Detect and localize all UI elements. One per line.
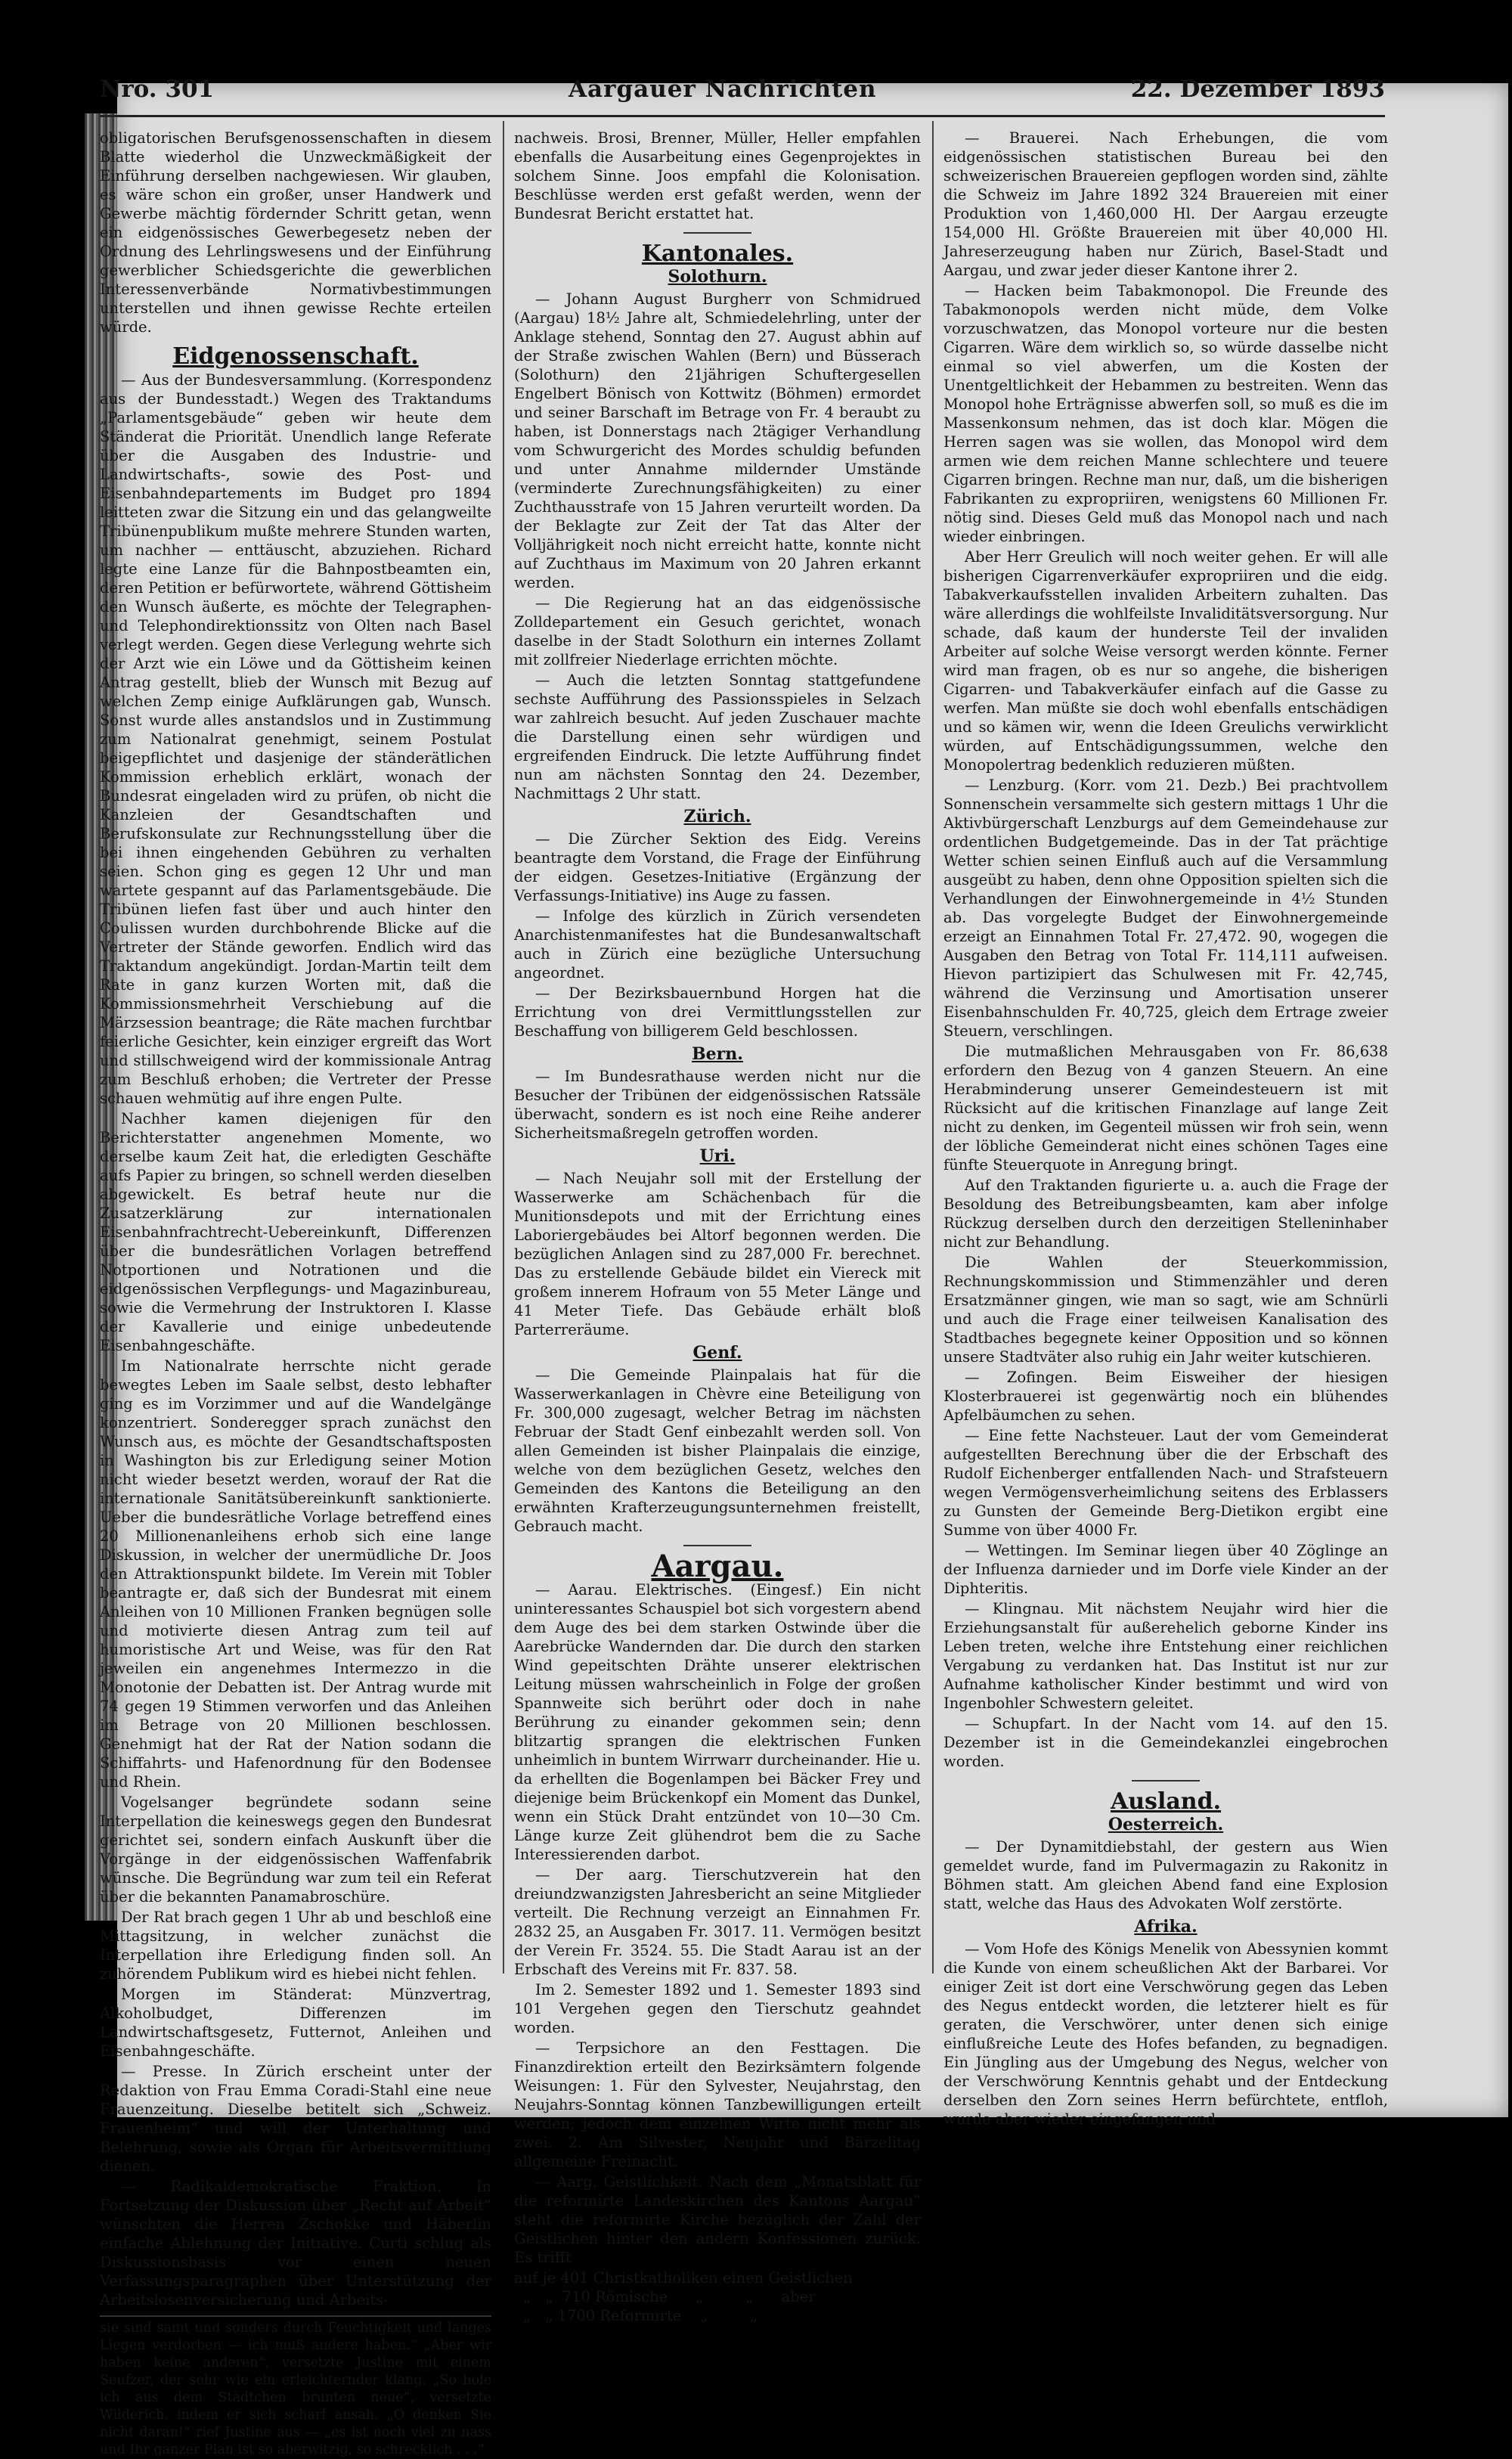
- column-divider: [932, 121, 934, 1974]
- masthead: [100, 76, 1385, 113]
- paragraph: — Aarg. Geistlichkeit. Nach dem „Monatsblatt für die reformirte Landeskirchen des Kantons Aargau“ steht die reformirte Kirche bezüglich der Zahl der Geistlichen hinter den andern Konfessionen zurück. Es trifft: [514, 2173, 921, 2266]
- section-heading: Eidgenossenschaft.: [172, 343, 419, 370]
- paragraph: — Vom Hofe des Königs Menelik von Abessynien kommt die Kunde von einem scheußlichen Akt der Barbarei. Vor einiger Zeit ist dort eine Verschwörung gegen das Leben des Negus entdeckt worden, die letzterer hielt es für geraten, die Verschwörer, unter denen sich einige einflußreiche Leute des Hofes befanden, zu begnadigen. Ein Jüngling aus der Umgebung des Negus, welcher von der Verschwörung Kenntnis gehabt und der Entdeckung derselben den Zorn seines Herrn befürchtete, entfloh, wurde aber wieder eingefangen und: [943, 1940, 1388, 2128]
- column-3: [943, 129, 1388, 2128]
- subsection-heading: Afrika.: [1134, 1917, 1198, 1937]
- paragraph: — Die Gemeinde Plainpalais hat für die Wasserwerkanlagen in Chèvre eine Beteiligung von Fr. 300,000 zugesagt, welcher Betrag im nächsten Februar der Stadt Genf einbezahlt werden soll. Von allen Gemeinden ist bisher Plainpalais die einzige, welche von dem bezüglichen Gesetz, welches den Gemeinden des Kantons die Beteiligung an den erwähnten Krafterzeugungsunternehmen freistellt, Gebrauch macht.: [514, 1366, 921, 1535]
- paragraph: Im Nationalrate herrschte nicht gerade bewegtes Leben im Saale selbst, desto lebhafter ging es im Vorzimmer und auf die Wandelgänge konzentriert. Sonderegger sprach zunächst den Wunsch aus, es möchte der Gesandtschaftsposten in Washington bis zur Erledigung seiner Motion nicht wieder besetzt werden, worauf der Rat die internationale Sanitätsübereinkunft sanktionierte. Ueber die bundesrätliche Vorlage betreffend eines 20 Millionenanleihens erhob sich eine lange Diskussion, in welcher der unermüdliche Dr. Joos den Attraktionspunkt bildete. Im Verein mit Tobler beantragte er, daß sich der Bundesrat mit einem Anleihen von 10 Millionen Franken begnügen solle und motivierte diesen Antrag zum teil auf humoristische Art und Weise, was für den Rat jeweilen ein angenehmes Intermezzo in die Monotonie der Debatten ist. Der Antrag wurde mit 74 gegen 19 Stimmen verworfen und das Anleihen im Betrage von 20 Millionen beschlossen. Genehmigt hat der Rat der Nation sodann die Schiffahrts- und Hafenordnung für den Bodensee und Rhein.: [100, 1357, 491, 1791]
- column-1: [100, 129, 491, 2457]
- paragraph: Die mutmaßlichen Mehrausgaben von Fr. 86,638 erfordern den Bezug von 4 ganzen Steuern. An eine Herabminderung unserer Gemeindesteuern ist mit Rücksicht auf die kritischen Finanzlage auf lange Zeit nicht zu denken, im Gegenteil müssen wir froh sein, wenn der löbliche Gemeinderat nicht eines schönen Tages eine fünfte Steuerquote in Anregung bringt.: [943, 1043, 1388, 1174]
- masthead-rule: [100, 115, 1385, 117]
- subsection-heading: Genf.: [692, 1343, 742, 1363]
- paragraph: Der Rat brach gegen 1 Uhr ab und beschloß eine Mittagsitzung, in welcher zunächst die Interpellation ihre Erledigung finden soll. An zuhörendem Publikum wird es hiebei nicht fehlen.: [100, 1909, 491, 1983]
- newspaper-title: Aargauer Nachrichten: [569, 76, 877, 103]
- paragraph: Morgen im Ständerat: Münzvertrag, Alkoholbudget, Differenzen im Landwirtschaftsgesetz, Futternot, Anleihen und Eisenbahngeschäfte.: [100, 1986, 491, 2060]
- paragraph: Nachher kamen diejenigen für den Berichterstatter angenehmen Momente, wo derselbe kaum Zeit hat, die erledigten Geschäfte aufs Papier zu bringen, so schnell werden dieselben abgewickelt. Es betraf heute nur die Zusatzerklärung zur internationalen Eisenbahnfrachtrecht-Uebereinkunft, Differenzen über die bundesrätlichen Vorlagen betreffend Notportionen und Notrationen und die eidgenössischen Verpflegungs- und Magazinbureau, sowie die Vermehrung der Instruktoren I. Klasse der Kavallerie und einige unbedeutende Eisenbahngeschäfte.: [100, 1110, 491, 1354]
- paragraph: Im 2. Semester 1892 und 1. Semester 1893 sind 101 Vergehen gegen den Tierschutz geahndet worden.: [514, 1981, 921, 2036]
- separator: [1132, 1780, 1200, 1781]
- paragraph: — Terpsichore an den Festtagen. Die Finanzdirektion erteilt den Bezirksämtern folgende Weisungen: 1. Für den Sylvester, Neujahrstag, den Neujahrs-Sonntag können Tanzbewilligungen erteilt werden; jedoch dem einzelnen Wirte nicht mehr als zwei. 2. Am Silvester, Neujahr und Bärzelitag allgemeine Freinacht.: [514, 2039, 921, 2170]
- section-heading: Aargau.: [651, 1549, 784, 1584]
- issue-date: 22. Dezember 1893: [1130, 76, 1385, 103]
- paragraph: — Radikaldemokratische Fraktion. In Fortsetzung der Diskussion über „Recht auf Arbeit“ wünschten die Herren Zschokke und Häberlin einfache Ablehnung der Initiative. Curti schlug als Diskussionsbasis vor einen neuen Verfassungsparagraphen über Unterstützung der Arbeitslosenversicherung und Arbeits-: [100, 2178, 491, 2309]
- paragraph: — Schupfart. In der Nacht vom 14. auf den 15. Dezember ist in die Gemeindekanzlei eingebrochen worden.: [943, 1715, 1388, 1770]
- paragraph: — Lenzburg. (Korr. vom 21. Dezb.) Bei prachtvollem Sonnenschein versammelte sich gestern mittags 1 Uhr die Aktivbürgerschaft Lenzburgs auf dem Gemeindehause zur ordentlichen Budgetgemeinde. Das in der Tat prächtige Wetter schien seinen Einfluß auch auf die Versammlung ausgeübt zu haben, denn ohne Opposition spielten sich die Verhandlungen der Einwohnergemeinde in 4½ Stunden ab. Das vorgelegte Budget der Einwohnergemeinde erzeigt an Einnahmen Total Fr. 27,472. 90, wogegen die Ausgaben den Betrag von Total Fr. 114,111 aufweisen. Hievon partizipiert das Schulwesen mit Fr. 42,745, während die Verzinsung und Amortisation unserer Eisenbahnschulden Fr. 40,725, gleich dem Ertrage zweier Steuern, verschlingen.: [943, 777, 1388, 1040]
- paragraph: — Presse. In Zürich erscheint unter der Redaktion von Frau Emma Coradi-Stahl eine neue Frauenzeitung. Dieselbe betitelt sich „Schweiz. Frauenheim“ und will der Unterhaltung und Belehrung, sowie als Organ für Arbeitsvermittlung dienen.: [100, 2063, 491, 2175]
- paragraph: — Der aarg. Tierschutzverein hat den dreiundzwanzigsten Jahresbericht an seine Mitglieder verteilt. Die Rechnung verzeigt an Einnahmen Fr. 2832 25, an Ausgaben Fr. 3017. 11. Vermögen besitzt der Verein Fr. 3524. 55. Die Stadt Aarau ist an der Erbschaft des Vereins mit Fr. 837. 58.: [514, 1866, 921, 1978]
- subsection-heading: Zürich.: [683, 807, 751, 826]
- clergy-table: [514, 2268, 921, 2325]
- paragraph: Vogelsanger begründete sodann seine Interpellation die keineswegs gegen den Bundesrat gerichtet sei, sondern einfach Auskunft über die Vorgänge in der eidgenössischen Waffenfabrik wünsche. Die Begründung war zum teil ein Referat über die bekannten Panamabroschüre.: [100, 1794, 491, 1905]
- paragraph: — Der Dynamitdiebstahl, der gestern aus Wien gemeldet wurde, fand im Pulvermagazin zu Rakonitz in Böhmen statt. Am gleichen Abend fand eine Explosion statt, welche das Haus des Advokaten Wolf zerstörte.: [943, 1838, 1388, 1912]
- paragraph: — Johann August Burgherr von Schmidrued (Aargau) 18½ Jahre alt, Schmiedelehrling, unter der Anklage stehend, Sonntag den 27. August abhin auf der Straße zwischen Wahlen (Bern) und Büsserach (Solothurn) den 21jährigen Schuftergesellen Engelbert Bönisch von Kottwitz (Böhmen) ermordet und seiner Barschaft im Betrage von Fr. 4 beraubt zu haben, ist Donnerstags nach 2tägiger Verhandlung vom Schwurgericht des Mordes schuldig befunden und unter Annahme mildernder Umstände (verminderte Zurechnungsfähigkeiten) zu einer Zuchthausstrafe von 15 Jahren verurteilt worden. Da der Beklagte zur Zeit der Tat das Alter der Volljährigkeit noch nicht erreicht hatte, konnte nicht auf Zuchthaus im Maximum von 20 Jahren erkannt werden.: [514, 290, 921, 591]
- issue-number: Nro. 301: [100, 76, 215, 103]
- paragraph: — Aarau. Elektrisches. (Eingesf.) Ein nicht uninteressantes Schauspiel bot sich vorgestern abend dem Auge des bei dem starken Ostwinde über die Aarebrücke Wandernden dar. Die durch den starken Wind gepeitschten Drähte unserer elektrischen Leitung müssen wahrscheinlich in Folge der großen Spannweite sich berührt oder doch in nahe Berührung zu einander gekommen sein; denn blitzartig sprangen die elektrischen Funken unheimlich in buntem Wirrwarr durcheinander. Hie u. da erhellten die Bogenlampen bei Bäcker Frey und diejenige beim Brückenkopf ein Moment das Dunkel, wenn ein Stück Draht entzündet von 10—30 Cm. Länge kurze Zeit glühendrot bem die zu Sache Interessierenden darbot.: [514, 1581, 921, 1863]
- paragraph: obligatorischen Berufsgenossenschaften in diesem Blatte wiederhol die Unzweckmäßigkeit der Einführung derselben nachgewiesen. Wir glauben, es wäre schon ein großer, unser Handwerk und Gewerbe mächtig fördernder Schritt getan, wenn ein eidgenössisches Gewerbegesetz neben der Ordnung des Lehrlingswesens und der Einführung gewerblicher Schiedsgerichte die gewerblichen Interessenverbände Normativbestimmungen unterstellen und ihnen gewisse Rechte erteilen würde.: [100, 129, 491, 336]
- table-row: „ „ 1700 Reformirte „ „: [514, 2307, 758, 2324]
- paragraph: — Nach Neujahr soll mit der Erstellung der Wasserwerke am Schächenbach für die Munitionsdepots und mit der Errichtung eines Laboriergebäudes bei Altorf begonnen werden. Die bezüglichen Anlagen sind zu 287,000 Fr. berechnet. Das zu erstellende Gebäude bildet ein Viereck mit großem innerem Hofraum von 55 Meter Länge und 41 Meter Tiefe. Das Gebäude erhält bloß Parterreräume.: [514, 1170, 921, 1338]
- section-heading: Kantonales.: [641, 240, 794, 267]
- table-row: auf je 401 Christkatholiken einen Geistlichen: [514, 2269, 853, 2287]
- column-2: [514, 129, 921, 2324]
- paragraph: — Brauerei. Nach Erhebungen, die vom eidgenössischen statistischen Bureau bei den schweizerischen Brauereien gepflogen worden sind, zählte die Schweiz im Jahre 1892 324 Brauereien mit einer Produktion von 1,460,000 Hl. Der Aargau erzeugte 154,000 Hl. Größte Brauereien mit über 40,000 Hl. Jahreserzeugung haben nur Zürich, Basel-Stadt und Aargau, und zwar jeder dieser Kantone ihrer 2.: [943, 129, 1388, 279]
- paragraph: — Eine fette Nachsteuer. Laut der vom Gemeinderat aufgestellten Berechnung über die der Erbschaft des Rudolf Eichenberger entfallenden Nach- und Strafsteuern wegen Vermögensverheimlichung seitens des Erblassers zu Gunsten der Gemeinde Berg-Dietikon ergibt eine Summe von über 4000 Fr.: [943, 1427, 1388, 1539]
- paragraph: Aber Herr Greulich will noch weiter gehen. Er will alle bisherigen Cigarrenverkäufer expropriiren und die eidg. Tabakverkaufsstellen invaliden Arbeitern zuhalten. Das wäre allerdings die wohlfeilste Invaliditätsversorgung. Nur schade, daß kaum der hunderste Teil der invaliden Arbeiter auf solche Weise versorgt werden könnte. Ferner wird man fragen, ob es nur so angehe, die bisherigen Cigarren- und Tabakverkäufer einfach auf die Gasse zu werfen. Man müßte sie doch wohl ebenfalls entschädigen und so kämen wir, wenn die Ideen Greulichs verwirklicht würden, auf Entschädigungssummen, welche den Monopolertrag bedenklich reduzieren müßten.: [943, 548, 1388, 774]
- subsection-heading: Bern.: [692, 1044, 743, 1064]
- paragraph: — Der Bezirksbauernbund Horgen hat die Errichtung von drei Vermittlungsstellen zur Beschaffung von billigerem Geld beschlossen.: [514, 985, 921, 1040]
- paragraph: — Die Regierung hat an das eidgenössische Zolldepartement ein Gesuch gerichtet, wonach daselbe in der Stadt Solothurn ein internes Zollamt mit zollfreier Niederlage errichten möchte.: [514, 594, 921, 668]
- paragraph: Die Wahlen der Steuerkommission, Rechnungskommission und Stimmenzähler und deren Ersatzmänner gingen, wie man so sagt, wie am Schnürli und auch die Frage einer teilweisen Kanalisation des Stadtbaches begegnete keiner Opposition und so können unsere Stadtväter also ruhig ein Jahr weiter kutschieren.: [943, 1254, 1388, 1366]
- section-heading: Ausland.: [1110, 1788, 1222, 1815]
- subsection-heading: Uri.: [699, 1146, 736, 1166]
- paragraph: — Wettingen. Im Seminar liegen über 40 Zöglinge an der Influenza darnieder und im Dorfe viele Kinder an der Diphteritis.: [943, 1542, 1388, 1597]
- column-divider: [503, 121, 504, 1974]
- subsection-heading: Solothurn.: [668, 267, 767, 287]
- paragraph: — Klingnau. Mit nächstem Neujahr wird hier die Erziehungsanstalt für außerehelich geborne Kinder ins Leben treten, welche ihre Entstehung einer reichlichen Vergabung zu verdanken hat. Das Institut ist nur zur Aufnahme katholischer Kinder bestimmt und wird von Ingenbohler Schwestern geleitet.: [943, 1600, 1388, 1712]
- subsection-heading: Oesterreich.: [1108, 1815, 1224, 1834]
- paragraph: — Aus der Bundesversammlung. (Korrespondenz aus der Bundesstadt.) Wegen des Traktandums „Parlamentsgebäude“ geben wir heute dem Ständerat die Priorität. Unendlich lange Referate über die Ausgaben des Industrie- und Landwirtschafts-, sowie des Post- und Eisenbahndepartements im Budget pro 1894 leitteten zwar die Sitzung ein und das gelangweilte Tribünenpublikum mußte mehrere Stunden warten, um nachher — enttäuscht, abzuziehen. Richard legte eine Lanze für die Bahnpostbeamten ein, deren Petition er befürwortete, während Göttisheim den Wunsch äußerte, es möchte der Telegraphen- und Telephondirektionssitz von Olten nach Basel verlegt werden. Gegen diese Verlegung wehrte sich der Arzt wie ein Löwe und da Göttisheim keinen Antrag gestellt, blieb der Wunsch mit Bezug auf welchen Zemp einige Aufklärungen gab, Wunsch. Sonst wurde alles anstandslos und in Zustimmung zum Nationalrat genehmigt, seinem Postulat beigepflichtet und dasjenige der ständerätlichen Kommission erheblich erklärt, wonach der Bundesrat eingeladen wird zu prüfen, ob nicht die Kanzleien der Gesandtschaften und Berufskonsulate zur Rechnungsstellung über die bei ihnen eingehenden Gebühren zu verhalten seien. Schon ging es gegen 12 Uhr und man wartete gespannt auf das Parlamentsgebäude. Die Tribünen liefen fast über und auch hinter den Coulissen wurden durchbohrende Blicke auf die Vertreter der Stände geworfen. Endlich wird das Traktandum angekündigt. Jordan-Martin teilt dem Rate in ganz kurzen Worten mit, daß die Kommissionsmehrheit Verschiebung auf die Märzsession beantrage; die Räte machen furchtbar feierliche Gesichter, kein einziger ergreift das Wort und stillschweigend wird der kommissionale Antrag zum Beschluß erhoben; die Vertreter der Presse schauen wehmütig auf ihre engen Pulte.: [100, 371, 491, 1107]
- paragraph: — Zofingen. Beim Eisweiher der hiesigen Klosterbrauerei ist gegenwärtig noch ein blühendes Apfelbäumchen zu sehen.: [943, 1369, 1388, 1424]
- paragraph: — Im Bundesrathause werden nicht nur die Besucher der Tribünen der eidgenössischen Ratssäle überwacht, sondern es ist noch eine Reihe anderer Sicherheitsmaßregeln getroffen worden.: [514, 1068, 921, 1142]
- paragraph: — Infolge des kürzlich in Zürich versendeten Anarchistenmanifestes hat die Bundesanwaltschaft auch in Zürich eine bezügliche Untersuchung angeordnet.: [514, 907, 921, 981]
- separator: [683, 1545, 751, 1546]
- paragraph: Auf den Traktanden figurierte u. a. auch die Frage der Besoldung des Betreibungsbeamten, kam aber infolge Rückzug derselben durch den derzeitigen Stelleninhaber nicht zur Behandlung.: [943, 1177, 1388, 1251]
- separator: [683, 232, 751, 234]
- table-row: „ „ 710 Römische „ „ aber: [514, 2288, 816, 2306]
- feuilleton-footnote: sie sind samt und sonders durch Feuchtigkeit und langes Liegen verdorben — ich muß andere haben.“ „Aber wir haben keine anderen“, versetzte Justine mit einem Seufzer, der sehr wie ein erleichternder klang. „So hole ich aus dem Städtchen brunten neue“, versetzte Wilderich, indem er sich scharf ansah. „O denken Sie nicht daran!“ rief Justine aus — „es ist noch viel zu nass und Ihr ganzer Plan ist so aberwitzig, so schrecklich . . .“: [100, 2315, 491, 2459]
- paragraph: nachweis. Brosi, Brenner, Müller, Heller empfahlen ebenfalls die Ausarbeitung eines Gegenprojektes in solchem Sinne. Joos empfahl die Kolonisation. Beschlüsse werden erst gefaßt werden, wenn der Bundesrat Bericht erstattet hat.: [514, 129, 921, 222]
- paragraph: — Auch die letzten Sonntag stattgefundene sechste Aufführung des Passionsspieles in Selzach war zahlreich besucht. Auf jeden Zuschauer machte die Darstellung einen sehr würdigen und ergreifenden Eindruck. Die letzte Aufführung findet nun am nächsten Sonntag den 24. Dezember, Nachmittags 2 Uhr statt.: [514, 671, 921, 802]
- paragraph: — Die Zürcher Sektion des Eidg. Vereins beantragte dem Vorstand, die Frage der Einführung der eidgen. Gesetzes-Initiative (Ergänzung der Verfassungs-Initiative) ins Auge zu fassen.: [514, 830, 921, 904]
- paragraph: — Hacken beim Tabakmonopol. Die Freunde des Tabakmonopols werden nicht müde, dem Volke vorzuschwatzen, das Monopol vorteure nur die besten Cigarren. Wäre dem wirklich so, so würde dasselbe nicht einmal so viel abwerfen, um die Kosten der Unentgeltlichkeit der Hebammen zu bestreiten. Wenn das Monopol hohe Erträgnisse abwerfen soll, so muß es die im Massenkonsum nehmen, das ist doch klar. Mögen die Herren sagen was sie wollen, das Monopol wird dem armen wie dem reichen Manne schlechtere und teuere Cigarren bringen. Rechne man nur, daß, um die bisherigen Fabrikanten zu expropriiren, wenigstens 60 Millionen Fr. nötig sind. Dieses Geld muß das Monopol nach und nach wieder einbringen.: [943, 282, 1388, 545]
